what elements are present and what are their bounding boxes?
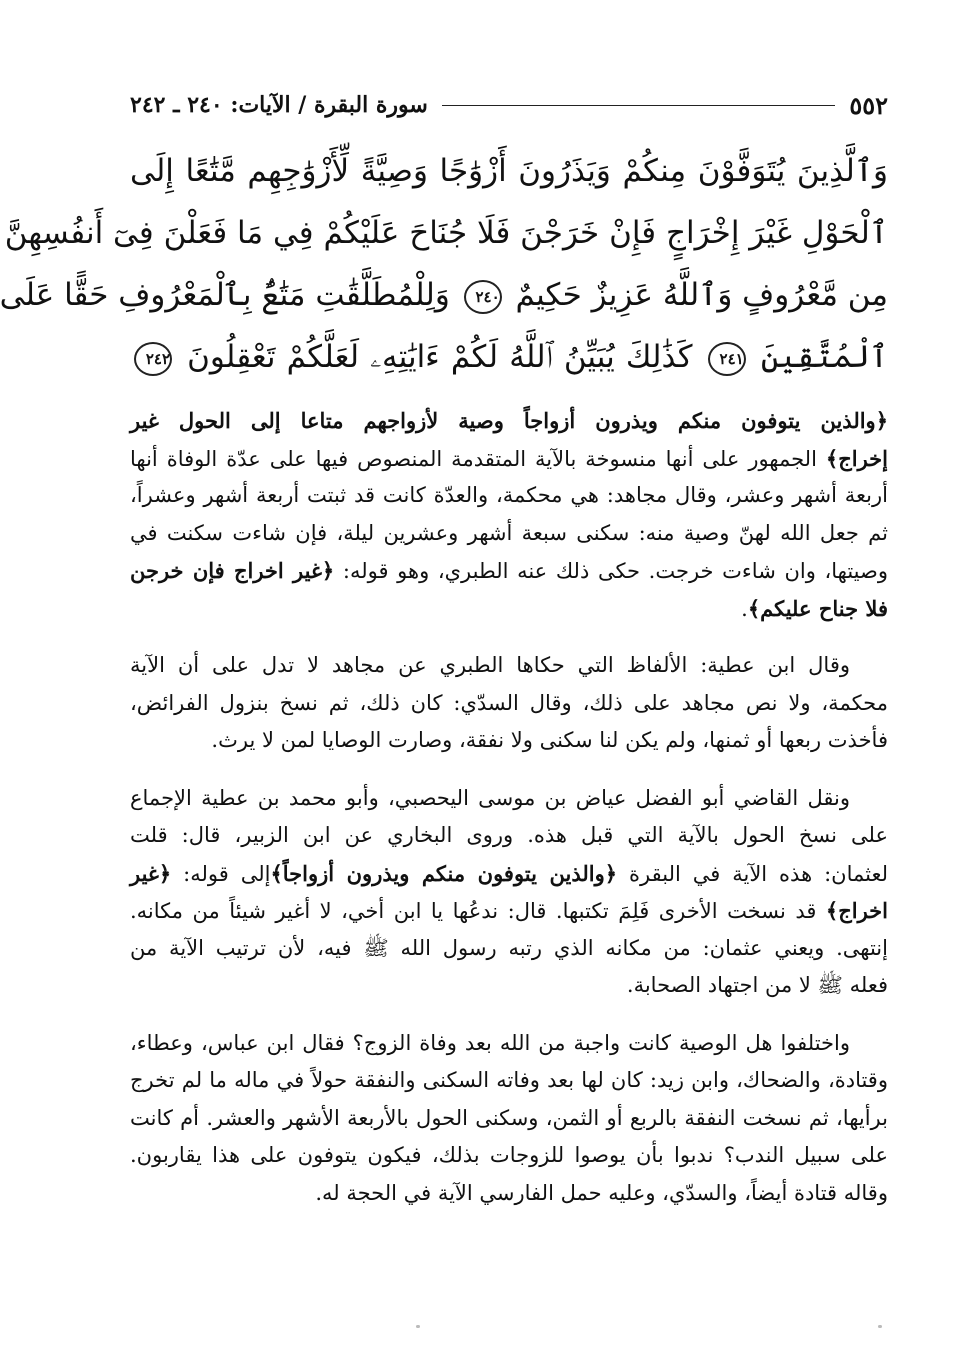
- quote-text: اخراج﴾: [825, 898, 888, 923]
- body-text: الجمهور على أنها منسوخة بالآية المتقدمة المنصوص فيها على عدّة الوفاة أنها: [130, 446, 826, 471]
- text-line: أربعة أشهر وعشر، وقال مجاهد: هي محكمة، والعدّة كانت قد ثبتت أربعة أشهر وعشراً،: [130, 483, 888, 507]
- page-number: ٥٥٢: [849, 90, 888, 120]
- text-line: [130, 440, 888, 478]
- text-line: فأخذت ربعها أو ثمنها، ولم يكن لنا سكنى ولا نفقة، وصارت الوصايا لمن لا يرث.: [211, 728, 888, 752]
- text-line: ثم جعل الله لهنّ وصية منه: سكنى سبعة أشهر وعشرين ليلة، فإن شاءت سكنت في: [130, 520, 888, 545]
- quran-verses: [0, 140, 888, 388]
- quote-text: ﴿والذين يتوفون منكم ويذرون أزواجاً﴾: [270, 860, 618, 886]
- scan-artifacts: [40, 1325, 978, 1335]
- paragraph-gap: [130, 1005, 888, 1025]
- scan-speck: [878, 1325, 882, 1328]
- quote-text: فلا جناح عليكم﴾: [747, 595, 888, 621]
- paragraph-gap: [130, 760, 888, 780]
- text-line: على سبيل الندب؟ ندبوا بأن يوصوا للزوجات بذلك، فيكون يتوفون على هذا يقاربون.: [130, 1143, 888, 1167]
- ayah-number-marker: ٢٤١: [708, 342, 746, 376]
- header-rule: [442, 105, 835, 106]
- body-text: لعثمان: هذه الآية في البقرة: [617, 861, 888, 886]
- text-line: [130, 892, 888, 930]
- verse-line: [4, 202, 888, 264]
- ayah-number-marker: ٢٤٢: [134, 342, 172, 376]
- text-line: برأيها، ثم نسخت النفقة بالربع أو الثمن، وسكنى الحول بالأربعة الأشهر والعشر. أم كانت: [130, 1105, 888, 1130]
- text-line: وقاله قتادة أيضاً، والسدّي، وعليه حمل الفارسي الآية في الحجة له.: [315, 1180, 888, 1205]
- text-line: على نسخ الحول بالآية التي قبل هذه. وروى البخاري عن ابن الزبير، قال: قلت: [130, 823, 888, 847]
- text-line: [130, 855, 888, 893]
- verse-line: [130, 326, 888, 388]
- text-line: وقال ابن عطية: الألفاظ التي حكاها الطبري عن مجاهد لا تدل على أن الآية: [130, 653, 850, 677]
- text-line: فعله ﷺ لا من اجتهاد الصحابة.: [626, 973, 888, 997]
- quote-text: ﴿غير اخراج فإن خرجن: [130, 558, 335, 583]
- text-line: [130, 552, 888, 590]
- verse-line: [0, 264, 888, 326]
- running-title: سورة البقرة / الآيات: ٢٤٠ ـ ٢٤٢: [130, 92, 428, 118]
- verse-line: [130, 140, 888, 202]
- text-line: ﴿والذين يتوفون منكم ويذرون أزواجاً وصية لأزواجهم متاعا إلى الحول غير: [130, 408, 888, 433]
- paragraph-gap: [130, 627, 888, 647]
- paragraph: [130, 647, 888, 760]
- running-head: [130, 88, 888, 122]
- text-line: إنتهى. ويعني عثمان: من مكانه الذي رتبه رسول الله ﷺ فيه، لأن ترتيب الآية من: [130, 935, 888, 960]
- verse-text: وَلِلْمُطَلَّقَٰتِ مَتَٰعٌۢ بِٱلْمَعْرُوفِ حَقًّا عَلَى: [0, 277, 450, 313]
- body-text: .: [741, 596, 748, 621]
- verse-text: وَٱلَّذِينَ يُتَوَفَّوْنَ مِنكُمْ وَيَذَرُونَ أَزْوَٰجًا وَصِيَّةً لِّأَزْوَٰجِهِم مَّتَٰعًا إِلَى: [130, 153, 888, 189]
- text-line: [130, 590, 888, 628]
- text-line: وقتادة، والضحاك، وابن زيد: كان لها بعد وفاته السكنى والنفقة حولاً في ماله ما لم تخرج: [130, 1068, 888, 1092]
- paragraph: [130, 1025, 888, 1213]
- verse-text: مِن مَّعْرُوفٍ وَٱللَّهُ عَزِيزٌ حَكِيمٌ: [515, 277, 888, 313]
- text-line: واختلفوا هل الوصية كانت واجبة من الله بعد وفاة الزوج؟ فقال ابن عباس، وعطاء،: [130, 1030, 850, 1055]
- quote-text: إخراج﴾: [825, 445, 888, 471]
- text-line: ونقل القاضي أبو الفضل عياض بن موسى اليحصبي، وأبو محمد بن عطية الإجماع: [130, 785, 850, 810]
- body-text: وصيتها، وان شاءت خرجت. حكى ذلك عنه الطبري، وهو قوله:: [334, 559, 888, 583]
- body-text: إلى قوله:: [171, 861, 271, 886]
- paragraph: [130, 780, 888, 1005]
- scan-speck: [416, 1325, 420, 1328]
- quote-text: ﴿غير: [130, 860, 172, 886]
- paragraph: [130, 402, 888, 627]
- commentary-body: [130, 402, 888, 1212]
- verse-text: كَذَٰلِكَ يُبَيِّنُ ٱللَّهُ لَكُمْ ءَايَٰتِهِۦ لَعَلَّكُمْ تَعْقِلُونَ: [187, 339, 693, 375]
- ayah-number-marker: ٢٤٠: [464, 280, 502, 314]
- verse-text: ٱلْمُتَّقِينَ: [760, 339, 888, 375]
- verse-text: ٱلْحَوْلِ غَيْرَ إِخْرَاجٍ فَإِنْ خَرَجْنَ فَلَا جُنَاحَ عَلَيْكُمْ فِي مَا فَعَلْنَ فِىٓ أَنفُسِهِنَّ: [4, 215, 888, 251]
- body-text: قد نسخت الأخرى فَلِمَ تكتبها. قال: ندعُها يا ابن أخي، لا أغير شيئاً من مكانه.: [130, 899, 826, 923]
- text-line: محكمة، ولا نص مجاهد على ذلك، وقال السدّي: كان ذلك، ثم نسخ بنزول الفرائض،: [130, 690, 888, 715]
